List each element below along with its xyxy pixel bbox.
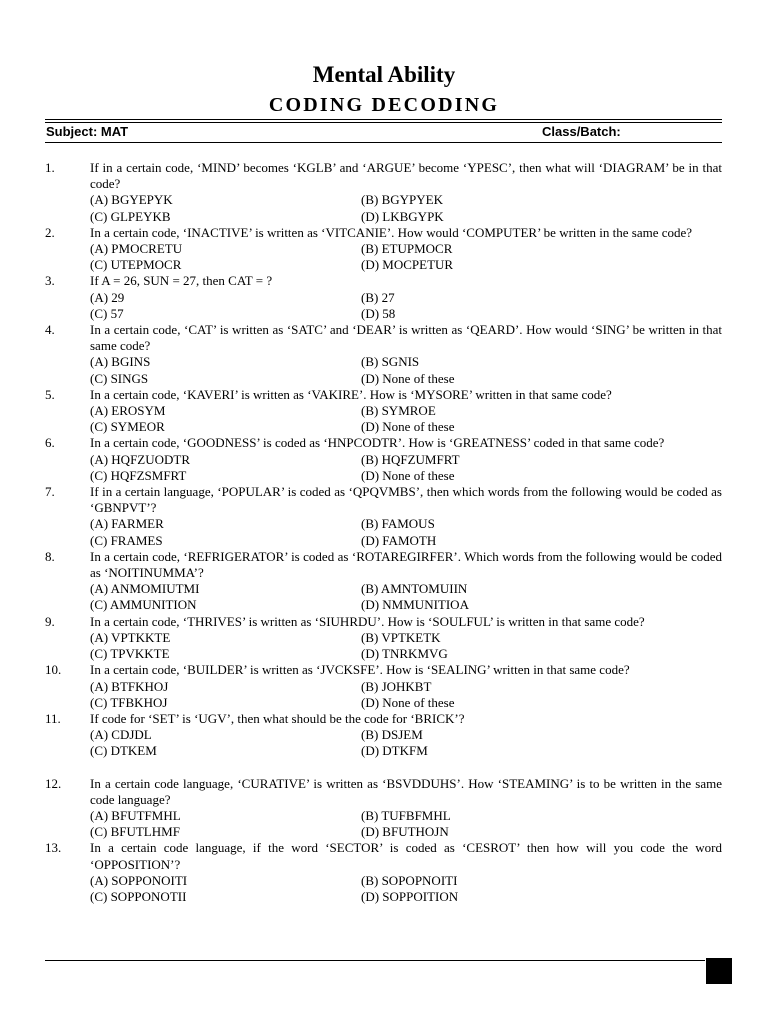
option-grid (90, 630, 722, 662)
option-b: (B) ETUPMOCR (361, 241, 453, 257)
footer-rule (45, 960, 705, 961)
class-batch-label: Class/Batch: (542, 124, 621, 139)
option-a: (A) BTFKHOJ (90, 678, 169, 694)
page-subtitle: CODING DECODING (268, 94, 500, 116)
question-7 (45, 484, 722, 549)
option-d: (D) 58 (361, 305, 396, 321)
option-c: (C) TPVKKTE (90, 646, 170, 662)
question-text: In a certain code, ‘INACTIVE’ is written as ‘VITCANIE’. How would ‘COMPUTER’ be written in the same code? (90, 224, 693, 240)
option-d: (D) DTKFM (361, 743, 428, 759)
option-c: (C) SOPPONOTII (90, 888, 187, 904)
option-grid (90, 873, 722, 905)
page-number-box (706, 958, 732, 984)
question-number: 7. (45, 484, 55, 500)
option-d: (D) LKBGYPK (361, 208, 444, 224)
option-b: (B) SOPOPNOITI (361, 872, 458, 888)
page-title: Mental Ability (312, 62, 456, 87)
option-b: (B) AMNTOMUIIN (361, 581, 468, 597)
option-a: (A) EROSYM (90, 403, 166, 419)
option-d: (D) None of these (361, 694, 455, 710)
option-d: (D) MOCPETUR (361, 257, 454, 273)
option-c: (C) 57 (90, 305, 124, 321)
question-number: 13. (45, 840, 62, 856)
option-c: (C) FRAMES (90, 532, 163, 548)
question-8 (45, 549, 722, 614)
question-5 (45, 387, 722, 436)
question-text: In a certain code, ‘BUILDER’ is written as ‘JVCKSFE’. How is ‘SEALING’ written in that same code? (90, 662, 630, 678)
option-a: (A) HQFZUODTR (90, 451, 191, 467)
option-d: (D) FAMOTH (361, 532, 437, 548)
option-a: (A) BFUTFMHL (90, 807, 181, 823)
option-grid (90, 679, 722, 711)
option-d: (D) SOPPOITION (361, 888, 459, 904)
option-a: (A) BGINS (90, 354, 151, 370)
option-grid (90, 581, 722, 613)
option-c: (C) SYMEOR (90, 419, 165, 435)
question-text: In a certain code, ‘CAT’ is written as ‘SATC’ and ‘DEAR’ is written as ‘QEARD’. How would ‘SING’ be written in that same code? (90, 322, 722, 354)
option-a: (A) FARMER (90, 516, 164, 532)
option-b: (B) FAMOUS (361, 516, 435, 532)
option-c: (C) BFUTLHMF (90, 824, 180, 840)
question-number: 12. (45, 775, 62, 791)
question-text: In a certain code, ‘THRIVES’ is written as ‘SIUHRDU’. How is ‘SOULFUL’ is written in that same code? (90, 613, 645, 629)
question-number: 2. (45, 224, 55, 240)
option-b: (B) BGYPYEK (361, 192, 443, 208)
option-grid (90, 290, 722, 322)
option-d: (D) None of these (361, 370, 455, 386)
option-a: (A) VPTKKTE (90, 629, 171, 645)
question-1 (45, 160, 722, 225)
question-number: 10. (45, 662, 62, 678)
question-2 (45, 225, 722, 274)
question-text: In a certain code, ‘REFRIGERATOR’ is coded as ‘ROTAREGIRFER’. Which words from the following would be coded as ‘NOITINUMMA’? (90, 548, 722, 581)
question-number: 4. (45, 322, 55, 338)
option-b: (B) HQFZUMFRT (361, 451, 460, 467)
option-c: (C) GLPEYKB (90, 208, 171, 224)
question-9 (45, 614, 722, 663)
option-b: (B) SGNIS (361, 354, 420, 370)
question-6 (45, 435, 722, 484)
question-text: In a certain code language, ‘CURATIVE’ is written as ‘BSVDDUHS’. How ‘STEAMING’ is to be written in the same code language? (90, 775, 722, 807)
option-b: (B) TUFBFMHL (361, 807, 451, 823)
option-b: (B) DSJEM (361, 727, 423, 743)
option-grid (90, 192, 722, 224)
question-list (45, 160, 722, 905)
option-d: (D) TNRKMVG (361, 646, 448, 662)
option-b: (B) 27 (361, 289, 395, 305)
option-b: (B) SYMROE (361, 403, 436, 419)
option-d: (D) BFUTHOJN (361, 824, 449, 840)
question-number: 5. (45, 386, 55, 402)
option-a: (A) ANMOMIUTMI (90, 581, 200, 597)
question-number: 8. (45, 548, 55, 564)
option-b: (B) JOHKBT (361, 678, 432, 694)
question-text: If code for ‘SET’ is ‘UGV’, then what should be the code for ‘BRICK’? (90, 710, 465, 726)
header-rule-top-inner (45, 122, 722, 123)
option-c: (C) UTEPMOCR (90, 257, 182, 273)
option-c: (C) AMMUNITION (90, 597, 197, 613)
option-d: (D) NMMUNITIOA (361, 597, 469, 613)
question-text: In a certain code language, if the word ‘SECTOR’ is coded as ‘CESROT’ then how will you code the word ‘OPPOSITION’? (90, 840, 722, 872)
subject-label: Subject: MAT (46, 124, 129, 139)
question-text: If A = 26, SUN = 27, then CAT = ? (90, 273, 273, 289)
question-11 (45, 711, 722, 760)
question-number: 9. (45, 613, 55, 629)
option-grid (90, 241, 722, 273)
question-text: In a certain code, ‘KAVERI’ is written as ‘VAKIRE’. How is ‘MYSORE’ written in that same code? (90, 386, 612, 402)
question-13 (45, 840, 722, 905)
option-d: (D) None of these (361, 419, 455, 435)
option-grid (90, 516, 722, 548)
option-c: (C) TFBKHOJ (90, 694, 168, 710)
option-grid (90, 403, 722, 435)
question-number: 3. (45, 273, 55, 289)
question-12 (45, 776, 722, 841)
option-a: (A) CDJDL (90, 727, 152, 743)
option-c: (C) SINGS (90, 370, 149, 386)
option-a: (A) PMOCRETU (90, 241, 183, 257)
option-grid (90, 452, 722, 484)
header-rule-bottom (45, 142, 722, 143)
option-grid (90, 727, 722, 759)
question-4 (45, 322, 722, 387)
question-text: If in a certain code, ‘MIND’ becomes ‘KGLB’ and ‘ARGUE’ become ‘YPESC’, then what will ‘DIAGRAM’ be in that code? (90, 160, 722, 192)
question-number: 11. (45, 710, 61, 726)
option-c: (C) DTKEM (90, 743, 157, 759)
option-b: (B) VPTKETK (361, 629, 441, 645)
question-10 (45, 662, 722, 711)
question-text: In a certain code, ‘GOODNESS’ is coded as ‘HNPCODTR’. How is ‘GREATNESS’ coded in that same code? (90, 435, 665, 451)
option-a: (A) BGYEPYK (90, 192, 173, 208)
option-a: (A) SOPPONOITI (90, 872, 188, 888)
header-rule-top (45, 119, 722, 120)
question-number: 1. (45, 160, 55, 175)
option-grid (90, 808, 722, 840)
question-3 (45, 273, 722, 322)
option-a: (A) 29 (90, 289, 125, 305)
question-text: If in a certain language, ‘POPULAR’ is coded as ‘QPQVMBS’, then which words from the following would be coded as ‘GBNPVT’? (90, 484, 722, 516)
question-number: 6. (45, 435, 55, 451)
option-c: (C) HQFZSMFRT (90, 467, 187, 483)
option-d: (D) None of these (361, 467, 455, 483)
option-grid (90, 354, 722, 386)
